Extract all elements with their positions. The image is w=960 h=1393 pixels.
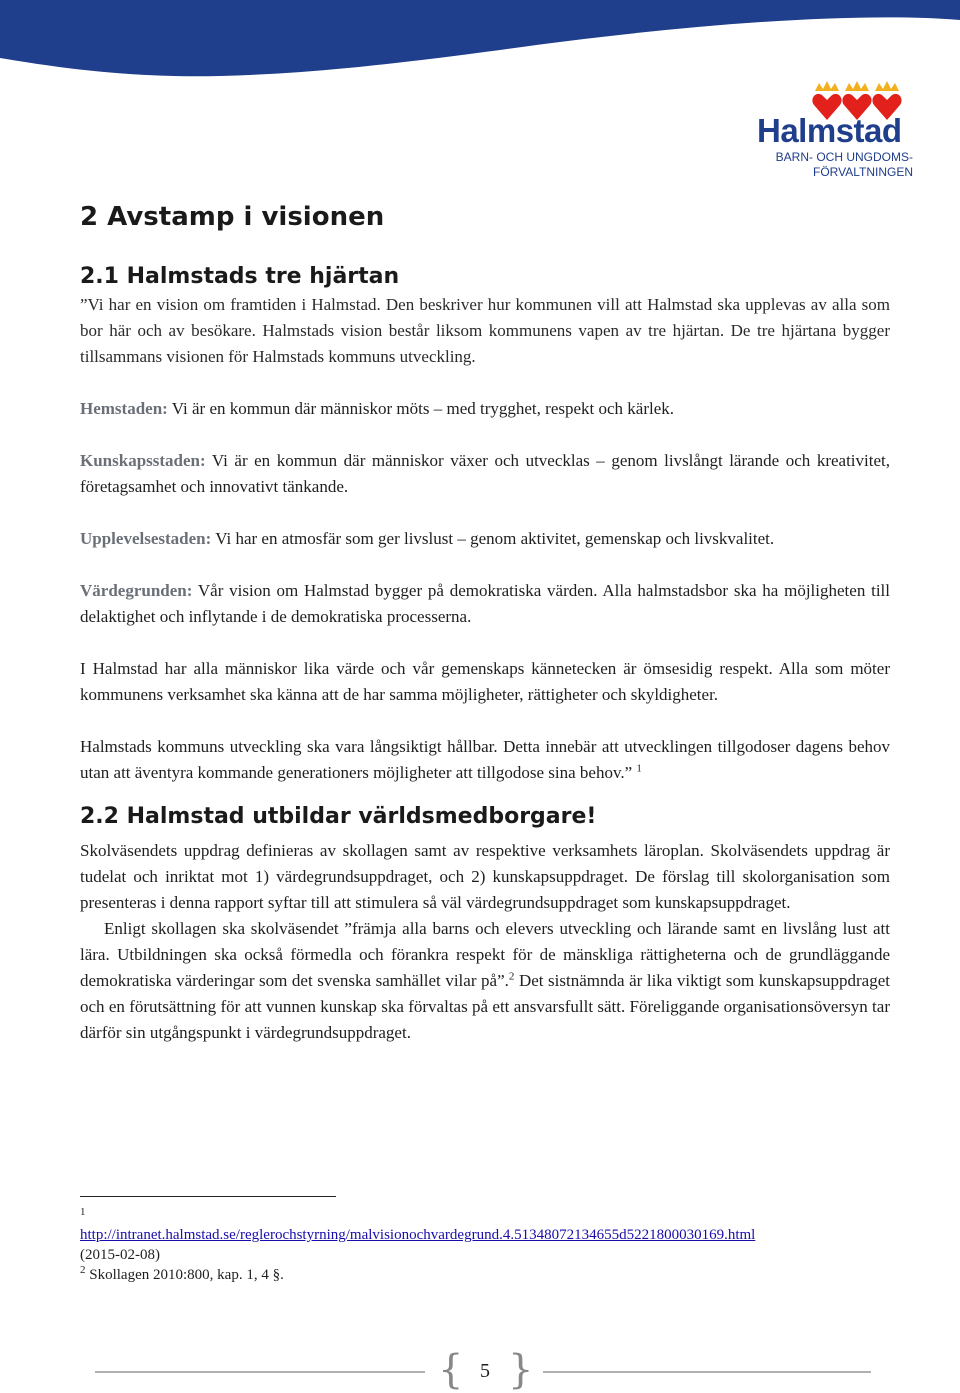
footnote-1 [80,1225,910,1245]
footnote-1-number: 1 [80,1206,86,1218]
footnote-1-date: (2015-02-08) [80,1247,160,1263]
logo-subtitle-line1: BARN- OCH UNGDOMS- [775,150,913,164]
footnote-2-number: 2 [80,1264,86,1276]
footnotes [80,1205,910,1285]
footnote-1-link[interactable]: http://intranet.halmstad.se/reglerochstyrning/malvisionochvardegrund.4.51348072134655d5221800030169.html [80,1227,756,1243]
vardegrunden-text: Vår vision om Halmstad bygger på demokratiska värden. Alla halmstadsbor ska ha möjligheten till delaktighet och inflytande i de demokratiska processerna. [80,581,890,626]
footer-rule-right [543,1371,871,1373]
skollagen-quote: Enligt skollagen ska skolväsendet ”främja alla barns och elevers utveckling och lärande samt en livslång lust att lära. Utbildningen ska också förmedla och förankra respekt för de mänskliga rättigheterna och de grundläggande demokratiska värderingar som det svenska samhället vilar på”. [80,919,890,990]
footnote-divider [80,1196,336,1197]
kunskapsstaden-text: Vi är en kommun där människor växer och utvecklas – genom livslångt lärande och kreativitet, företagsamhet och innovativt tänkande. [80,451,890,496]
footnote-ref-1[interactable]: 1 [636,762,642,775]
section-heading-2-2: 2.2 Halmstad utbildar världsmedborgare! [80,804,597,829]
footnote-2 [80,1265,910,1285]
chapter-heading: 2 Avstamp i visionen [80,202,385,232]
upplevelsestaden-paragraph [80,526,890,552]
right-brace: } [508,1347,534,1393]
logo-subtitle-line2: FÖRVALTNINGEN [812,165,913,179]
page-footer [0,1348,960,1392]
footer-rule-left [95,1371,425,1373]
logo-name: Halmstad [757,112,902,149]
vardegrunden-label: Värdegrunden: [80,581,193,600]
page-number: 5 [480,1360,490,1382]
upplevelsestaden-label: Upplevelsestaden: [80,529,212,548]
skolvasendet-paragraph: Skolväsendets uppdrag definieras av skollagen samt av respektive verksamhets läroplan. Skolväsendets uppdrag är tudelat och inriktat mot 1) värdegrundsuppdraget, och 2) kunskapsuppdraget. De förslag till skolorganisation som presenteras i denna rapport syftar till att stimulera så väl värdegrundsuppdraget som kunskapsuppdraget. [80,841,890,912]
vardegrunden-paragraph [80,578,890,630]
hallbar-paragraph [80,734,890,786]
footnote-ref-2[interactable]: 2 [508,970,515,983]
document-body [80,198,890,1046]
section-heading-2-1: 2.1 Halmstads tre hjärtan [80,264,400,289]
kunskapsstaden-paragraph [80,448,890,500]
hemstaden-label: Hemstaden: [80,399,168,418]
left-brace: { [438,1347,464,1393]
hallbar-text: Halmstads kommuns utveckling ska vara långsiktigt hållbar. Detta innebär att utvecklingen tillgodoser dagens behov utan att äventyra kommande generationers möjligheter att tillgodose sina behov.” [80,737,890,782]
skollagen-continuation: Det sistnämnda är lika viktigt som kunskapsuppdraget och en förutsättning för att vunnen kunskap ska förvaltas på ett ansvarsfullt sätt. Föreliggande organisationsöversyn tar därför sin utgångspunkt i värdegrundsuppdraget. [80,971,890,1042]
header-wave-banner [0,0,960,80]
vision-intro-paragraph: ”Vi har en vision om framtiden i Halmstad. Den beskriver hur kommunen vill att Halmstad ska upplevas av alla som bor här och av besökare. Halmstads vision består liksom kommunens vapen av tre hjärtan. De tre hjärtana bygger tillsammans visionen för Halmstads kommuns utveckling. [80,295,890,366]
footnote-2-text: Skollagen 2010:800, kap. 1, 4 §. [85,1267,284,1283]
upplevelsestaden-text: Vi har en atmosfär som ger livslust – genom aktivitet, gemenskap och livskvalitet. [211,529,775,548]
logo-subtitle [743,150,913,180]
kunskapsstaden-label: Kunskapsstaden: [80,451,206,470]
halmstad-logo [757,80,917,184]
skollagen-paragraph [80,916,890,1046]
hemstaden-paragraph [80,396,890,422]
hemstaden-text: Vi är en kommun där människor möts – med trygghet, respekt och kärlek. [167,399,675,418]
lika-varde-paragraph: I Halmstad har alla människor lika värde och vår gemenskaps kännetecken är ömsesidig respekt. Alla som möter kommunens verksamhet ska känna att de har samma möjligheter, rättigheter och skyldigheter. [80,659,890,704]
